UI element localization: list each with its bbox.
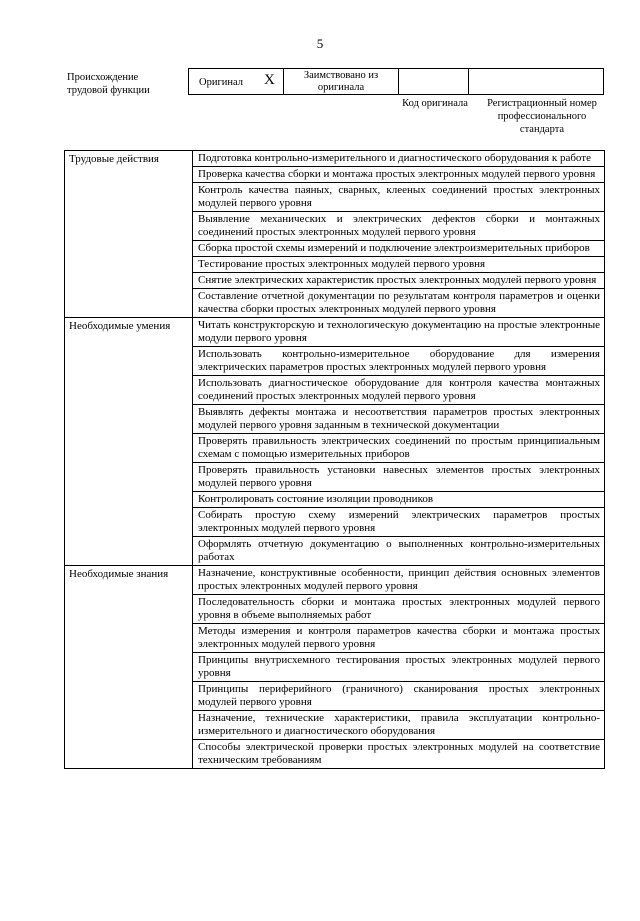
list-item: Принципы внутрисхемного тестирования простых электронных модулей первого уровня [193, 653, 604, 682]
reg-number-cell [469, 69, 603, 94]
list-item: Проверка качества сборки и монтажа простых электронных модулей первого уровня [193, 167, 604, 183]
origin-table [188, 68, 604, 95]
origin-label: Происхождение трудовой функции [67, 72, 150, 96]
reg-number-label: Регистрационный номер профессионального стандарта [487, 98, 597, 135]
section-items [193, 566, 605, 769]
list-item: Собирать простую схему измерений электрических параметров простых электронных модулей первого уровня [193, 508, 604, 537]
original-label: Оригинал [199, 77, 243, 88]
list-item: Выявление механических и электрических дефектов сборки и монтажных соединений простых электронных модулей первого уровня [193, 212, 604, 241]
list-item: Проверять правильность установки навесных элементов простых электронных модулей первого уровня [193, 463, 604, 492]
list-item: Использовать контрольно-измерительное оборудование для измерения электрических параметров простых электронных модулей первого уровня [193, 347, 604, 376]
section-items [193, 151, 605, 318]
original-mark: X [264, 72, 275, 88]
list-item: Способы электрической проверки простых электронных модулей на соответствие техническим требованиям [198, 741, 600, 766]
list-item: Назначение, конструктивные особенности, принцип действия основных элементов простых электронных модулей первого уровня [193, 566, 604, 595]
list-item: Принципы периферийного (граничного) сканирования простых электронных модулей первого уровня [193, 682, 604, 711]
section-items [193, 318, 605, 566]
list-item: Использовать диагностическое оборудование для контроля качества монтажных соединений простых электронных модулей первого уровня [193, 376, 604, 405]
list-item: Методы измерения и контроля параметров качества сборки и монтажа простых электронных модулей первого уровня [193, 624, 604, 653]
page-number: 5 [316, 36, 324, 51]
section-row [65, 151, 605, 318]
original-cell [189, 69, 284, 94]
list-item: Последовательность сборки и монтажа простых электронных модулей первого уровня в объеме выполняемых работ [193, 595, 604, 624]
borrowed-label: Заимствовано из оригинала [284, 69, 399, 94]
section-title: Трудовые действия [65, 151, 193, 318]
code-cell [399, 69, 469, 94]
list-item: Подготовка контрольно-измерительного и диагностического оборудования к работе [193, 151, 604, 167]
list-item: Сборка простой схемы измерений и подключение электроизмерительных приборов [193, 241, 604, 257]
list-item: Назначение, технические характеристики, правила эксплуатации контрольно-измерительного и диагностического оборудования [193, 711, 604, 740]
list-item: Тестирование простых электронных модулей первого уровня [193, 257, 604, 273]
section-row [65, 566, 605, 769]
list-item: Контролировать состояние изоляции проводников [193, 492, 604, 508]
list-item: Выявлять дефекты монтажа и несоответствия параметров простых электронных модулей первого уровня заданным в технической документации [193, 405, 604, 434]
function-table [64, 150, 605, 769]
code-label: Код оригинала [402, 98, 468, 109]
list-item: Оформлять отчетную документацию о выполненных контрольно-измерительных работах [198, 538, 600, 563]
list-item: Читать конструкторскую и технологическую документацию на простые электронные модули первого уровня [193, 318, 604, 347]
section-title: Необходимые умения [65, 318, 193, 566]
list-item: Составление отчетной документации по результатам контроля параметров и оценки качества сборки простых электронных модулей первого уровня [198, 290, 600, 315]
list-item: Снятие электрических характеристик простых электронных модулей первого уровня [193, 273, 604, 289]
section-title: Необходимые знания [65, 566, 193, 769]
list-item: Проверять правильность электрических соединений по простым принципиальным схемам с помощью измерительных приборов [193, 434, 604, 463]
list-item: Контроль качества паяных, сварных, клееных соединений простых электронных модулей первого уровня [193, 183, 604, 212]
section-row [65, 318, 605, 566]
